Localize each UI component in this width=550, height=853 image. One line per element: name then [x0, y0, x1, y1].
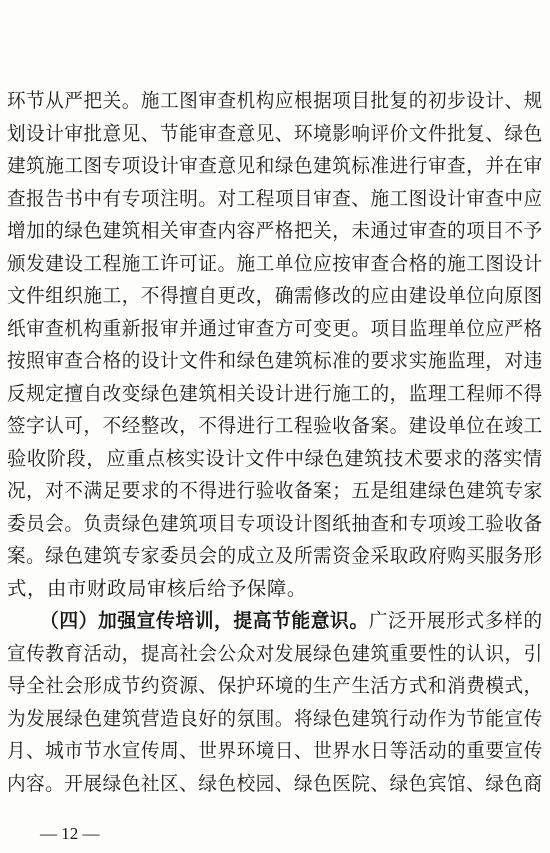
page-number: — 12 — — [40, 824, 100, 843]
paragraph-line: 内容。开展绿色社区、绿色校园、绿色医院、绿色宾馆、绿色商 — [7, 771, 543, 795]
paragraph-line: 反规定擅自改变绿色建筑相关设计进行施工的，监理工程师不得 — [7, 381, 543, 405]
paragraph-line: 验收阶段，应重点核实设计文件中绿色建筑技术要求的落实情 — [7, 446, 543, 470]
paragraph-line: 环节从严把关。施工图审查机构应根据项目批复的初步设计、规 — [7, 89, 543, 112]
paragraph-line: 划设计审批意见、节能审查意见、环境影响评价文件批复、绿色 — [7, 121, 543, 145]
paragraph-line: 月、城市节水宣传周、世界环境日、世界水日等活动的重要宣传 — [7, 739, 543, 762]
paragraph-line: 建筑施工图专项设计审查意见和绿色建筑标准进行审查，并在审 — [7, 154, 543, 177]
paragraph-line: 纸审查机构重新报审并通过审查方可变更。项目监理单位应严格 — [7, 316, 543, 340]
paragraph-line: 按照审查合格的设计文件和绿色建筑标准的要求实施监理，对违 — [7, 349, 543, 372]
section-first-line-text: 广泛开展形式多样的 — [368, 609, 543, 632]
section-first-line — [40, 606, 543, 636]
paragraph-line: 颁发建设工程施工许可证。施工单位应按审查合格的施工图设计 — [7, 251, 543, 275]
paragraph-line: 式，由市财政局审核后给予保障。 — [7, 576, 307, 600]
paragraph-line: 为发展绿色建筑营造良好的氛围。将绿色建筑行动作为节能宣传 — [7, 706, 543, 730]
paragraph-line: 况，对不满足要求的不得进行验收备案；五是组建绿色建筑专家 — [7, 479, 543, 502]
paragraph-line: 导全社会形成节约资源、保护环境的生产生活方式和消费模式， — [7, 674, 543, 697]
paragraph-line: 签字认可，不经整改，不得进行工程验收备案。建设单位在竣工 — [7, 414, 543, 437]
paragraph-line: 案。绿色建筑专家委员会的成立及所需资金采取政府购买服务形 — [7, 544, 543, 567]
paragraph-line: 文件组织施工，不得擅自更改，确需修改的应由建设单位向原图 — [7, 284, 543, 307]
paragraph-line: 增加的绿色建筑相关审查内容严格把关，未通过审查的项目不予 — [7, 219, 543, 242]
section-heading: （四）加强宣传培训，提高节能意识。 — [40, 609, 369, 632]
paragraph-line: 委员会。负责绿色建筑项目专项设计图纸抽查和专项竣工验收备 — [7, 511, 543, 535]
paragraph-line: 查报告书中有专项注明。对工程项目审查、施工图设计审查中应 — [7, 186, 543, 210]
paragraph-line: 宣传教育活动，提高社会公众对发展绿色建筑重要性的认识，引 — [7, 641, 543, 665]
